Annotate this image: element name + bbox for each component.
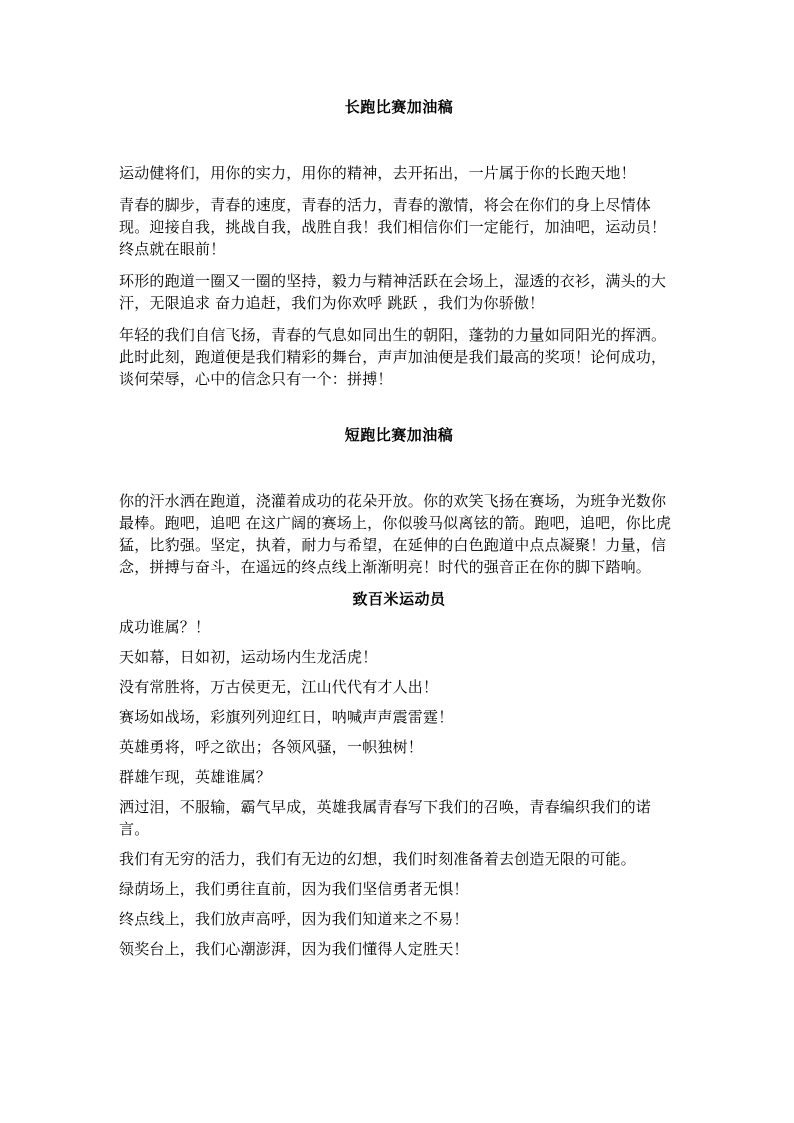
document-content	[119, 96, 679, 960]
poem-line: 成功谁属？！	[119, 618, 211, 636]
section-title-100m: 致百米运动员	[352, 590, 446, 608]
poem-line: 终点线上，我们放声高呼，因为我们知道来之不易！	[119, 910, 469, 928]
paragraph: 年轻的我们自信飞扬，青春的气息如同出生的朝阳，蓬勃的力量如同阳光的挥洒。此时此刻，跑道便是我们精彩的舞台，声声加油便是我们最高的奖项！论何成功，谈何荣辱，心中的信念只有一个：拼搏！	[119, 326, 667, 388]
paragraph: 你的汗水洒在跑道，浇灌着成功的花朵开放。你的欢笑飞扬在赛场，为班争光数你最棒。跑吧，追吧 在这广阔的赛场上，你似骏马似离铉的箭。跑吧，追吧，你比虎猛，比豹强。坚定，执着，耐力与希望，在延伸的白色跑道中点点凝聚！力量，信念，拼搏与奋斗，在遥远的终点线上渐渐明亮！时代的强音正在你的脚下踏响。	[119, 492, 672, 576]
poem-line: 我们有无穷的活力，我们有无边的幻想，我们时刻准备着去创造无限的可能。	[119, 850, 636, 868]
poem-line: 绿荫场上，我们勇往直前，因为我们坚信勇者无惧！	[119, 880, 469, 898]
poem-line: 英雄勇将，呼之欲出；各领风骚，一帜独树！	[119, 738, 424, 756]
poem-line: 赛场如战场，彩旗列列迎红日，呐喊声声震雷霆！	[119, 708, 454, 726]
paragraph: 运动健将们，用你的实力，用你的精神，去开拓出，一片属于你的长跑天地！	[119, 164, 636, 182]
poem-line: 群雄乍现，英雄谁属？	[119, 768, 272, 786]
poem-line: 洒过泪，不服输，霸气早成，英雄我属青春写下我们的召唤，青春编织我们的诺言。	[119, 798, 652, 838]
section-title-short-run: 短跑比赛加油稿	[344, 426, 454, 444]
poem-line: 天如幕，日如初，运动场内生龙活虎！	[119, 648, 378, 666]
poem-line: 没有常胜将，万古侯更无，江山代代有才人出！	[119, 678, 439, 696]
section-title-long-run: 长跑比赛加油稿	[344, 98, 454, 116]
paragraph: 环形的跑道一圈又一圈的坚持，毅力与精神活跃在会场上，湿透的衣衫，满头的大汗，无限追求 奋力追赶，我们为你欢呼 跳跃 ，我们为你骄傲！	[119, 272, 667, 312]
poem-line: 领奖台上，我们心潮澎湃，因为我们懂得人定胜天！	[119, 940, 469, 958]
paragraph: 青春的脚步，青春的速度，青春的活力，青春的激情，将会在你们的身上尽情体现。迎接自我，挑战自我，战胜自我！我们相信你们一定能行，加油吧，运动员！终点就在眼前！	[119, 196, 667, 258]
